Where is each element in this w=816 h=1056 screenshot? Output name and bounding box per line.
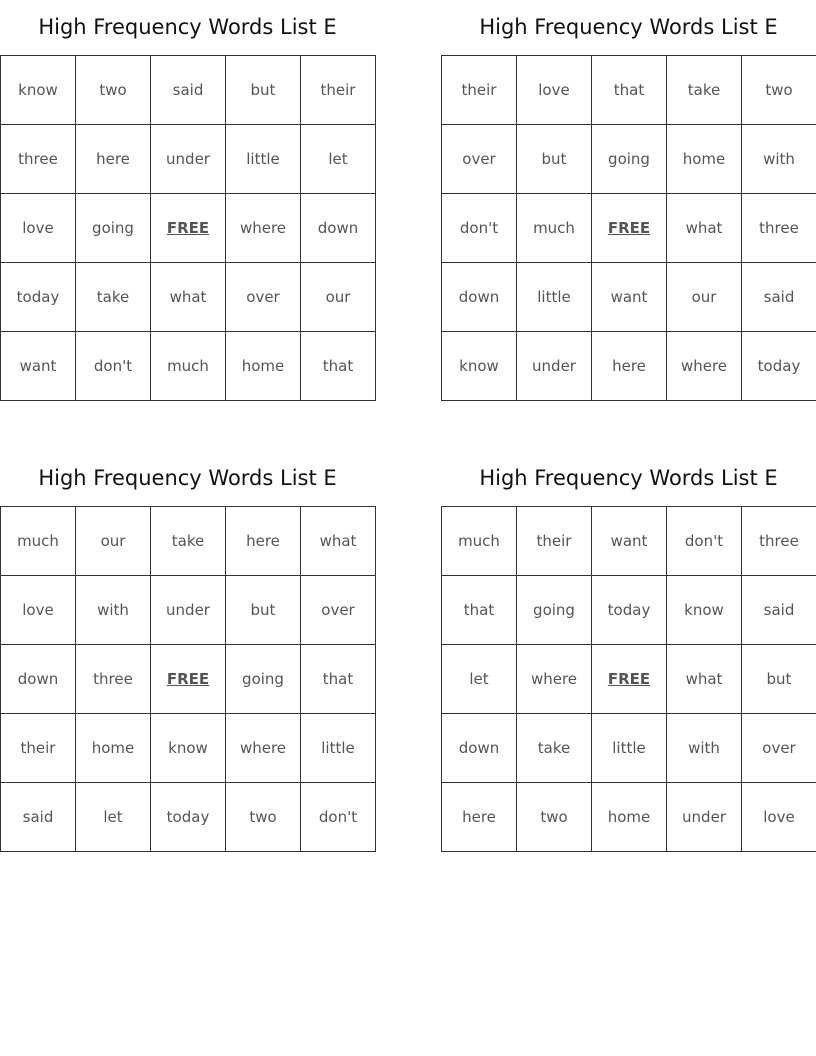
grid-cell: what bbox=[301, 507, 376, 576]
grid-cell: want bbox=[592, 507, 667, 576]
grid-cell: their bbox=[301, 56, 376, 125]
grid-cell: down bbox=[442, 263, 517, 332]
grid-row bbox=[442, 125, 816, 194]
grid-cell: let bbox=[76, 783, 151, 852]
grid-cell: said bbox=[742, 576, 816, 645]
grid-cell: know bbox=[1, 56, 76, 125]
grid-cell: over bbox=[301, 576, 376, 645]
grid-cell: their bbox=[517, 507, 592, 576]
card-title: High Frequency Words List E bbox=[479, 15, 778, 39]
grid-cell: take bbox=[151, 507, 226, 576]
grid-cell: over bbox=[742, 714, 816, 783]
grid-cell: today bbox=[742, 332, 816, 401]
grid-cell: our bbox=[301, 263, 376, 332]
grid-cell: home bbox=[226, 332, 301, 401]
free-space-cell: FREE bbox=[592, 194, 667, 263]
bingo-card-3 bbox=[0, 451, 375, 852]
grid-cell: don't bbox=[301, 783, 376, 852]
grid-cell: what bbox=[667, 645, 742, 714]
grid-cell: going bbox=[226, 645, 301, 714]
grid-cell: with bbox=[742, 125, 816, 194]
grid-cell: today bbox=[1, 263, 76, 332]
grid-cell: with bbox=[76, 576, 151, 645]
card-title: High Frequency Words List E bbox=[479, 466, 778, 490]
grid-cell: going bbox=[76, 194, 151, 263]
grid-cell: that bbox=[592, 56, 667, 125]
grid-row bbox=[1, 714, 376, 783]
grid-cell: but bbox=[226, 576, 301, 645]
grid-row bbox=[1, 332, 376, 401]
bingo-grid bbox=[441, 55, 816, 401]
grid-row bbox=[442, 56, 816, 125]
grid-cell: down bbox=[301, 194, 376, 263]
grid-cell: want bbox=[592, 263, 667, 332]
grid-cell: three bbox=[76, 645, 151, 714]
grid-cell: know bbox=[442, 332, 517, 401]
bingo-grid bbox=[0, 55, 376, 401]
grid-cell: little bbox=[226, 125, 301, 194]
grid-row bbox=[1, 576, 376, 645]
grid-row bbox=[442, 194, 816, 263]
grid-cell: much bbox=[151, 332, 226, 401]
grid-cell: let bbox=[442, 645, 517, 714]
grid-cell: two bbox=[76, 56, 151, 125]
grid-cell: down bbox=[1, 645, 76, 714]
grid-cell: take bbox=[667, 56, 742, 125]
grid-cell: but bbox=[517, 125, 592, 194]
grid-row bbox=[1, 645, 376, 714]
grid-cell: said bbox=[742, 263, 816, 332]
grid-cell: let bbox=[301, 125, 376, 194]
grid-cell: said bbox=[151, 56, 226, 125]
grid-cell: home bbox=[592, 783, 667, 852]
grid-cell: what bbox=[151, 263, 226, 332]
grid-row bbox=[442, 714, 816, 783]
grid-cell: said bbox=[1, 783, 76, 852]
grid-cell: over bbox=[442, 125, 517, 194]
grid-cell: but bbox=[226, 56, 301, 125]
grid-cell: that bbox=[442, 576, 517, 645]
grid-row bbox=[1, 263, 376, 332]
grid-cell: don't bbox=[667, 507, 742, 576]
free-space-cell: FREE bbox=[151, 194, 226, 263]
grid-row bbox=[442, 576, 816, 645]
bingo-card-1 bbox=[0, 0, 375, 401]
grid-cell: home bbox=[667, 125, 742, 194]
grid-cell: what bbox=[667, 194, 742, 263]
grid-cell: under bbox=[667, 783, 742, 852]
grid-cell: that bbox=[301, 332, 376, 401]
grid-row bbox=[1, 194, 376, 263]
bingo-card-2 bbox=[441, 0, 816, 401]
grid-cell: home bbox=[76, 714, 151, 783]
grid-cell: two bbox=[226, 783, 301, 852]
grid-cell: where bbox=[226, 714, 301, 783]
grid-row bbox=[442, 507, 816, 576]
bingo-card-4 bbox=[441, 451, 816, 852]
grid-cell: here bbox=[226, 507, 301, 576]
grid-cell: under bbox=[151, 125, 226, 194]
grid-cell: under bbox=[151, 576, 226, 645]
grid-cell: with bbox=[667, 714, 742, 783]
grid-row bbox=[442, 783, 816, 852]
grid-row bbox=[442, 645, 816, 714]
grid-cell: going bbox=[517, 576, 592, 645]
grid-cell: our bbox=[667, 263, 742, 332]
grid-row bbox=[1, 125, 376, 194]
grid-cell: take bbox=[76, 263, 151, 332]
grid-cell: under bbox=[517, 332, 592, 401]
grid-cell: little bbox=[517, 263, 592, 332]
grid-cell: that bbox=[301, 645, 376, 714]
grid-cell: here bbox=[76, 125, 151, 194]
grid-cell: today bbox=[592, 576, 667, 645]
grid-cell: where bbox=[226, 194, 301, 263]
grid-cell: know bbox=[151, 714, 226, 783]
grid-cell: love bbox=[742, 783, 816, 852]
grid-cell: don't bbox=[442, 194, 517, 263]
grid-cell: don't bbox=[76, 332, 151, 401]
bingo-grid bbox=[0, 506, 376, 852]
grid-row bbox=[442, 263, 816, 332]
grid-row bbox=[1, 56, 376, 125]
grid-cell: two bbox=[517, 783, 592, 852]
grid-cell: our bbox=[76, 507, 151, 576]
card-title: High Frequency Words List E bbox=[38, 466, 337, 490]
grid-cell: where bbox=[517, 645, 592, 714]
grid-cell: know bbox=[667, 576, 742, 645]
grid-cell: here bbox=[592, 332, 667, 401]
grid-cell: their bbox=[442, 56, 517, 125]
grid-cell: want bbox=[1, 332, 76, 401]
grid-cell: much bbox=[517, 194, 592, 263]
bingo-grid bbox=[441, 506, 816, 852]
grid-cell: much bbox=[442, 507, 517, 576]
grid-cell: where bbox=[667, 332, 742, 401]
free-space-cell: FREE bbox=[592, 645, 667, 714]
grid-row bbox=[442, 332, 816, 401]
grid-cell: over bbox=[226, 263, 301, 332]
grid-cell: going bbox=[592, 125, 667, 194]
grid-cell: but bbox=[742, 645, 816, 714]
grid-cell: take bbox=[517, 714, 592, 783]
grid-cell: little bbox=[301, 714, 376, 783]
grid-row bbox=[1, 783, 376, 852]
grid-cell: much bbox=[1, 507, 76, 576]
grid-cell: their bbox=[1, 714, 76, 783]
grid-cell: today bbox=[151, 783, 226, 852]
grid-cell: love bbox=[1, 194, 76, 263]
grid-cell: two bbox=[742, 56, 816, 125]
grid-cell: love bbox=[517, 56, 592, 125]
grid-row bbox=[1, 507, 376, 576]
grid-cell: little bbox=[592, 714, 667, 783]
grid-cell: three bbox=[1, 125, 76, 194]
card-title: High Frequency Words List E bbox=[38, 15, 337, 39]
grid-cell: three bbox=[742, 507, 816, 576]
grid-cell: love bbox=[1, 576, 76, 645]
grid-cell: down bbox=[442, 714, 517, 783]
free-space-cell: FREE bbox=[151, 645, 226, 714]
grid-cell: three bbox=[742, 194, 816, 263]
grid-cell: here bbox=[442, 783, 517, 852]
